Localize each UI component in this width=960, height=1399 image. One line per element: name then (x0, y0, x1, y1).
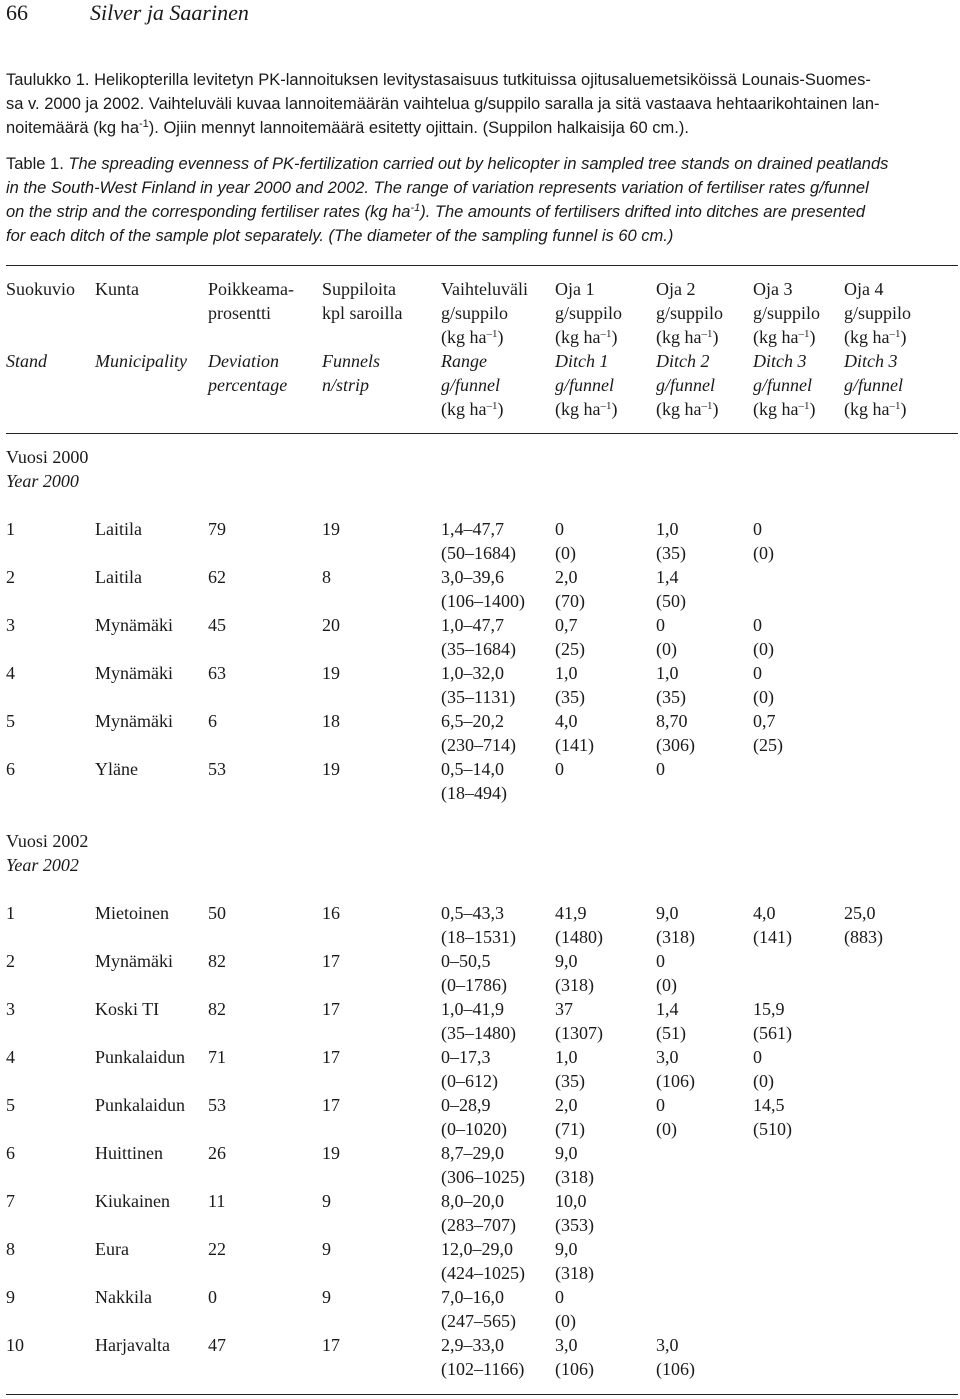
cell-ditch-1: 1,0 (555, 1047, 578, 1067)
cell-funnels: 19 (322, 1143, 340, 1163)
cell-range: 2,9–33,0 (441, 1335, 504, 1355)
cell-ditch-3-ha: (561) (753, 1023, 792, 1043)
col-header-funnels: Suppiloita (322, 279, 397, 299)
cell-ditch-1: 0 (555, 1287, 564, 1307)
cell-range: 0–50,5 (441, 951, 491, 971)
cell-ditch-1-ha: (35) (555, 687, 585, 707)
cell-stand: 3 (6, 615, 15, 635)
cell-funnels: 17 (322, 1335, 340, 1355)
caption-en-text: for each ditch of the sample plot separately. (The diameter of the sampling funnel is 60 cm.) (6, 227, 674, 245)
col-header-funnels-en: n/strip (322, 375, 370, 395)
cell-municipality: Eura (95, 1239, 129, 1259)
cell-range-ha: (0–1786) (441, 975, 507, 995)
cell-deviation: 50 (208, 903, 226, 923)
cell-funnels: 19 (322, 663, 340, 683)
cell-range-ha: (106–1400) (441, 591, 525, 611)
cell-ditch-2: 1,4 (656, 567, 679, 587)
cell-deviation: 71 (208, 1047, 226, 1067)
cell-range: 1,0–32,0 (441, 663, 504, 683)
cell-ditch-1: 0 (555, 519, 564, 539)
col-header-ditch-2: g/suppilo (656, 303, 724, 323)
cell-ditch-1-ha: (70) (555, 591, 585, 611)
cell-range: 7,0–16,0 (441, 1287, 504, 1307)
col-header-unit: (kg $ha^{-1}$) (656, 399, 719, 419)
cell-stand: 10 (6, 1335, 24, 1355)
caption-en-line (6, 152, 956, 176)
cell-stand: 2 (6, 567, 15, 587)
cell-deviation: 11 (208, 1191, 226, 1211)
caption-fi-label: Taulukko 1. (6, 71, 90, 89)
cell-funnels: 17 (322, 951, 340, 971)
col-header-unit: (kg $ha^{-1}$) (753, 327, 816, 347)
cell-funnels: 17 (322, 1047, 340, 1067)
cell-ditch-2-ha: (0) (656, 1119, 677, 1139)
cell-municipality: Huittinen (95, 1143, 163, 1163)
cell-ditch-3: 0 (753, 663, 762, 683)
cell-ditch-3: 0,7 (753, 711, 776, 731)
caption-en-line (6, 200, 956, 224)
cell-ditch-3-ha: (510) (753, 1119, 792, 1139)
cell-ditch-1-ha: (25) (555, 639, 585, 659)
cell-range-ha: (283–707) (441, 1215, 516, 1235)
cell-ditch-3-ha: (0) (753, 639, 774, 659)
cell-ditch-1-ha: (353) (555, 1215, 594, 1235)
cell-ditch-2-ha: (51) (656, 1023, 686, 1043)
col-header-funnels-en: Funnels (322, 351, 380, 371)
cell-ditch-2: 1,0 (656, 519, 679, 539)
cell-ditch-2-ha: (318) (656, 927, 695, 947)
cell-funnels: 16 (322, 903, 340, 923)
cell-range: 1,0–41,9 (441, 999, 504, 1019)
cell-range: 3,0–39,6 (441, 567, 504, 587)
cell-municipality: Yläne (95, 759, 138, 779)
cell-ditch-2-ha: (106) (656, 1071, 695, 1091)
cell-funnels: 17 (322, 1095, 340, 1115)
cell-range-ha: (0–1020) (441, 1119, 507, 1139)
cell-ditch-2-ha: (306) (656, 735, 695, 755)
cell-municipality: Laitila (95, 519, 142, 539)
cell-ditch-2: 3,0 (656, 1047, 679, 1067)
cell-municipality: Punkalaidun (95, 1095, 185, 1115)
col-header-ditch-2-en: Ditch 2 (656, 351, 710, 371)
col-header-ditch-1-en: g/funnel (555, 375, 614, 395)
col-header-funnels: kpl saroilla (322, 303, 403, 323)
col-header-range-en: Range (441, 351, 487, 371)
cell-municipality: Mynämäki (95, 663, 173, 683)
cell-funnels: 18 (322, 711, 340, 731)
cell-ditch-4-ha: (883) (844, 927, 883, 947)
cell-municipality: Punkalaidun (95, 1047, 185, 1067)
page-header (6, 0, 249, 26)
col-header-municipality: Kunta (95, 279, 139, 299)
cell-stand: 6 (6, 759, 15, 779)
cell-ditch-3-ha: (0) (753, 1071, 774, 1091)
cell-ditch-1: 10,0 (555, 1191, 587, 1211)
col-header-deviation-en: Deviation (208, 351, 279, 371)
table-caption-finnish (6, 68, 956, 140)
cell-stand: 5 (6, 1095, 15, 1115)
cell-ditch-2-ha: (0) (656, 639, 677, 659)
cell-ditch-1-ha: (318) (555, 1263, 594, 1283)
cell-ditch-3: 15,9 (753, 999, 785, 1019)
running-title: Silver ja Saarinen (90, 0, 249, 25)
col-header-ditch-4: Oja 4 (844, 279, 884, 299)
cell-ditch-1: 9,0 (555, 1239, 578, 1259)
cell-ditch-4: 25,0 (844, 903, 876, 923)
cell-deviation: 63 (208, 663, 226, 683)
col-header-ditch-1: Oja 1 (555, 279, 595, 299)
page-number: 66 (6, 0, 28, 25)
cell-ditch-1: 41,9 (555, 903, 587, 923)
col-header-ditch-3: Oja 3 (753, 279, 793, 299)
cell-ditch-2: 9,0 (656, 903, 679, 923)
col-header-deviation-en: percentage (208, 375, 288, 395)
cell-range-ha: (230–714) (441, 735, 516, 755)
cell-ditch-2: 1,0 (656, 663, 679, 683)
cell-stand: 6 (6, 1143, 15, 1163)
cell-ditch-1-ha: (318) (555, 975, 594, 995)
cell-range-ha: (0–612) (441, 1071, 498, 1091)
caption-fi-text: ). Ojiin mennyt lannoitemäärä esitetty ojittain. (Suppilon halkaisija 60 cm.). (148, 119, 689, 137)
cell-deviation: 53 (208, 1095, 226, 1115)
cell-ditch-1-ha: (318) (555, 1167, 594, 1187)
col-header-unit: (kg $ha^{-1}$) (441, 327, 504, 347)
cell-ditch-3-ha: (0) (753, 543, 774, 563)
cell-range: 1,0–47,7 (441, 615, 504, 635)
cell-deviation: 47 (208, 1335, 226, 1355)
cell-stand: 8 (6, 1239, 15, 1259)
cell-stand: 5 (6, 711, 15, 731)
cell-ditch-3: 0 (753, 519, 762, 539)
col-header-ditch-2-en: g/funnel (656, 375, 715, 395)
table-top-rule (6, 265, 958, 266)
col-header-unit: (kg $ha^{-1}$) (441, 399, 504, 419)
cell-ditch-3: 4,0 (753, 903, 776, 923)
cell-ditch-2: 3,0 (656, 1335, 679, 1355)
cell-ditch-1: 2,0 (555, 567, 578, 587)
cell-ditch-3-ha: (0) (753, 687, 774, 707)
cell-ditch-1: 9,0 (555, 1143, 578, 1163)
cell-ditch-1: 9,0 (555, 951, 578, 971)
cell-ditch-1: 0 (555, 759, 564, 779)
col-header-range: g/suppilo (441, 303, 509, 323)
caption-en-label: Table 1. (6, 155, 64, 173)
cell-deviation: 82 (208, 951, 226, 971)
cell-ditch-1: 2,0 (555, 1095, 578, 1115)
cell-municipality: Mynämäki (95, 615, 173, 635)
cell-deviation: 45 (208, 615, 226, 635)
col-header-range-en: g/funnel (441, 375, 500, 395)
cell-ditch-1-ha: (0) (555, 1311, 576, 1331)
caption-en-text: ). The amounts of fertilisers drifted into ditches are presented (420, 203, 866, 221)
col-header-range: Vaihteluväli (441, 279, 528, 299)
cell-ditch-1-ha: (71) (555, 1119, 585, 1139)
col-header-unit: (kg $ha^{-1}$) (753, 399, 816, 419)
cell-deviation: 26 (208, 1143, 226, 1163)
cell-municipality: Koski TI (95, 999, 160, 1019)
col-header-deviation: prosentti (208, 303, 271, 323)
cell-range: 12,0–29,0 (441, 1239, 513, 1259)
cell-deviation: 6 (208, 711, 217, 731)
cell-range: 0–28,9 (441, 1095, 491, 1115)
cell-stand: 2 (6, 951, 15, 971)
caption-en-sup: -1 (410, 202, 421, 214)
cell-stand: 9 (6, 1287, 15, 1307)
cell-stand: 1 (6, 519, 15, 539)
cell-ditch-2-ha: (35) (656, 687, 686, 707)
cell-ditch-3: 0 (753, 1047, 762, 1067)
cell-deviation: 53 (208, 759, 226, 779)
col-header-ditch-4-en: g/funnel (844, 375, 903, 395)
col-header-unit: (kg $ha^{-1}$) (555, 399, 618, 419)
cell-municipality: Mynämäki (95, 951, 173, 971)
cell-funnels: 9 (322, 1191, 331, 1211)
caption-en-text: in the South-West Finland in year 2000 and 2002. The range of variation represents variation of fertiliser rates g/funnel (6, 179, 869, 197)
caption-fi-sup: -1 (139, 118, 149, 130)
cell-ditch-1: 0,7 (555, 615, 578, 635)
cell-range: 8,0–20,0 (441, 1191, 504, 1211)
cell-range: 0–17,3 (441, 1047, 491, 1067)
cell-funnels: 9 (322, 1287, 331, 1307)
cell-ditch-2-ha: (0) (656, 975, 677, 995)
cell-range-ha: (18–1531) (441, 927, 516, 947)
col-header-ditch-2: Oja 2 (656, 279, 696, 299)
cell-ditch-1-ha: (141) (555, 735, 594, 755)
col-header-unit: (kg $ha^{-1}$) (844, 327, 907, 347)
cell-deviation: 79 (208, 519, 226, 539)
cell-ditch-1-ha: (1307) (555, 1023, 603, 1043)
col-header-stand: Suokuvio (6, 279, 76, 299)
cell-ditch-1: 4,0 (555, 711, 578, 731)
cell-ditch-3: 14,5 (753, 1095, 785, 1115)
cell-ditch-2: 0 (656, 615, 665, 635)
cell-range-ha: (35–1684) (441, 639, 516, 659)
cell-ditch-1-ha: (106) (555, 1359, 594, 1379)
col-header-ditch-1-en: Ditch 1 (555, 351, 609, 371)
cell-funnels: 8 (322, 567, 331, 587)
cell-ditch-2: 0 (656, 951, 665, 971)
cell-range-ha: (247–565) (441, 1311, 516, 1331)
col-header-ditch-4-en: Ditch 3 (844, 351, 898, 371)
table-bottom-rule (6, 1394, 958, 1395)
cell-ditch-1: 37 (555, 999, 573, 1019)
cell-deviation: 62 (208, 567, 226, 587)
cell-range-ha: (50–1684) (441, 543, 516, 563)
caption-en-text: on the strip and the corresponding fertiliser rates (kg ha (6, 203, 411, 221)
col-header-municipality-en: Municipality (95, 351, 187, 371)
caption-fi-text: sa v. 2000 ja 2002. Vaihteluväli kuvaa lannoitemäärän vaihtelua g/suppilo saralla ja sitä vastaava hehtaarikohtainen lan- (6, 95, 880, 113)
col-header-stand-en: Stand (6, 351, 48, 371)
col-header-deviation: Poikkeama- (208, 279, 294, 299)
cell-deviation: 22 (208, 1239, 226, 1259)
cell-municipality: Mynämäki (95, 711, 173, 731)
col-header-ditch-3-en: g/funnel (753, 375, 812, 395)
cell-range-ha: (424–1025) (441, 1263, 525, 1283)
cell-ditch-2: 1,4 (656, 999, 679, 1019)
cell-funnels: 20 (322, 615, 340, 635)
cell-ditch-3-ha: (141) (753, 927, 792, 947)
cell-municipality: Laitila (95, 567, 142, 587)
caption-en-text: The spreading evenness of PK-fertilization carried out by helicopter in sampled tree stands on drained peatlands (68, 155, 889, 173)
cell-range: 6,5–20,2 (441, 711, 504, 731)
col-header-unit: (kg $ha^{-1}$) (555, 327, 618, 347)
cell-stand: 4 (6, 1047, 15, 1067)
caption-fi-text: Helikopterilla levitetyn PK-lannoituksen levitystasaisuus tutkituissa ojitusaluemetsiköissä Lounais-Suomes- (94, 71, 871, 89)
cell-municipality: Nakkila (95, 1287, 152, 1307)
col-header-ditch-3-en: Ditch 3 (753, 351, 807, 371)
section-title-en: Year 2000 (6, 471, 79, 491)
cell-ditch-1-ha: (35) (555, 1071, 585, 1091)
cell-range-ha: (35–1480) (441, 1023, 516, 1043)
col-header-ditch-4: g/suppilo (844, 303, 912, 323)
section-title-en: Year 2002 (6, 855, 79, 875)
cell-range: 0,5–14,0 (441, 759, 504, 779)
cell-deviation: 82 (208, 999, 226, 1019)
section-title: Vuosi 2002 (6, 831, 89, 851)
cell-ditch-2: 0 (656, 1095, 665, 1115)
cell-ditch-1-ha: (1480) (555, 927, 603, 947)
cell-ditch-2-ha: (35) (656, 543, 686, 563)
caption-fi-text: noitemäärä (kg ha (6, 119, 139, 137)
cell-funnels: 19 (322, 519, 340, 539)
cell-ditch-1-ha: (0) (555, 543, 576, 563)
cell-ditch-1: 3,0 (555, 1335, 578, 1355)
cell-range: 8,7–29,0 (441, 1143, 504, 1163)
cell-ditch-2-ha: (50) (656, 591, 686, 611)
cell-range: 0,5–43,3 (441, 903, 504, 923)
cell-ditch-2: 8,70 (656, 711, 688, 731)
section-title: Vuosi 2000 (6, 447, 89, 467)
cell-stand: 4 (6, 663, 15, 683)
cell-stand: 1 (6, 903, 15, 923)
cell-range: 1,4–47,7 (441, 519, 504, 539)
caption-fi-line (6, 68, 956, 92)
cell-ditch-3-ha: (25) (753, 735, 783, 755)
col-header-ditch-3: g/suppilo (753, 303, 821, 323)
cell-funnels: 9 (322, 1239, 331, 1259)
caption-fi-line (6, 116, 956, 140)
cell-ditch-2-ha: (106) (656, 1359, 695, 1379)
col-header-unit: (kg $ha^{-1}$) (656, 327, 719, 347)
cell-municipality: Harjavalta (95, 1335, 170, 1355)
cell-range-ha: (35–1131) (441, 687, 516, 707)
cell-stand: 7 (6, 1191, 15, 1211)
cell-range-ha: (18–494) (441, 783, 507, 803)
cell-funnels: 19 (322, 759, 340, 779)
table-caption-english (6, 152, 956, 248)
table-header-rule (6, 433, 958, 434)
cell-ditch-3: 0 (753, 615, 762, 635)
cell-municipality: Kiukainen (95, 1191, 170, 1211)
cell-ditch-1: 1,0 (555, 663, 578, 683)
col-header-ditch-1: g/suppilo (555, 303, 623, 323)
col-header-unit: (kg $ha^{-1}$) (844, 399, 907, 419)
cell-municipality: Mietoinen (95, 903, 169, 923)
cell-range-ha: (306–1025) (441, 1167, 525, 1187)
cell-stand: 3 (6, 999, 15, 1019)
cell-ditch-2: 0 (656, 759, 665, 779)
cell-range-ha: (102–1166) (441, 1359, 525, 1379)
cell-deviation: 0 (208, 1287, 217, 1307)
cell-funnels: 17 (322, 999, 340, 1019)
